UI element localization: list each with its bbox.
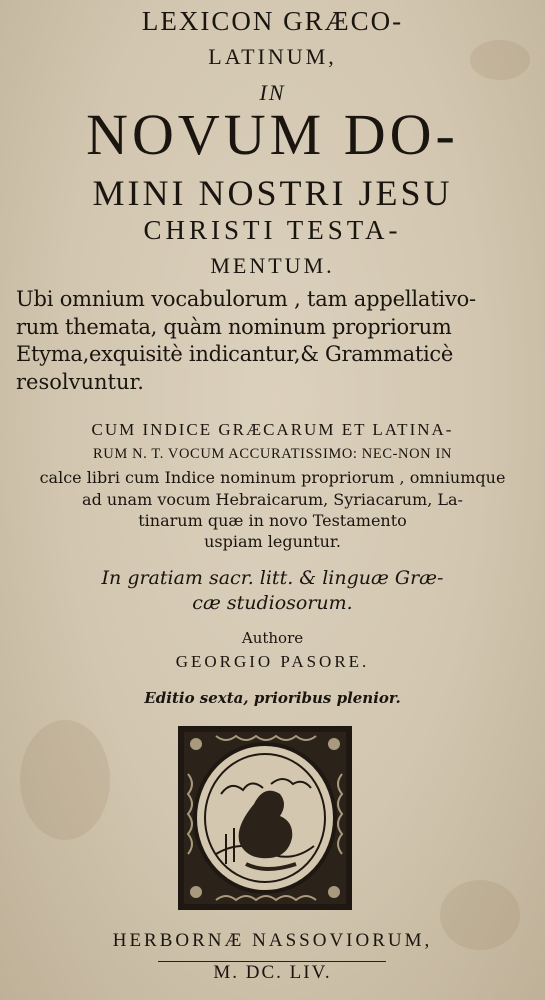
- index-line: tinarum quæ in novo Testamento: [138, 511, 407, 530]
- index-line: RUM N. T. VOCUM ACCURATISSIMO: NEC-NON IN: [93, 446, 452, 462]
- dedication-line: In gratiam sacr. litt. & linguæ Græ-: [101, 567, 444, 589]
- index-line: uspiam leguntur.: [204, 532, 341, 551]
- title-line-5: MINI NOSTRI JESU: [92, 173, 453, 213]
- index-line: CUM INDICE GRÆCARUM ET LATINA-: [91, 420, 454, 439]
- title-line-7: MENTUM.: [210, 253, 335, 278]
- description-line: resolvuntur.: [16, 370, 144, 394]
- title-line-1: LEXICON GRÆCO-: [141, 6, 404, 36]
- title-line-4: NOVUM DO-: [86, 102, 459, 167]
- edition-statement: Editio sexta, prioribus plenior.: [144, 689, 401, 707]
- title-line-6: CHRISTI TESTA-: [143, 215, 402, 245]
- author-name: GEORGIO PASORE.: [175, 652, 370, 671]
- index-line: calce libri cum Indice nominum propriorum , omniumque: [39, 468, 506, 487]
- dedication-line: cæ studiosorum.: [192, 592, 353, 614]
- description-line: Ubi omnium vocabulorum , tam appellativo-: [16, 287, 476, 311]
- title-line-3: IN: [259, 80, 286, 105]
- imprint-place: HERBORNÆ NASSOVIORUM,: [112, 930, 433, 951]
- printers-device-woodcut-icon: [176, 724, 354, 912]
- author-label: Authore: [241, 629, 304, 647]
- title-line-2: LATINUM,: [208, 44, 337, 69]
- paper-stain: [20, 720, 110, 840]
- description-line: rum themata, quàm nominum propriorum: [16, 315, 452, 339]
- imprint-year: M. DC. LIV.: [213, 962, 332, 983]
- index-line: ad unam vocum Hebraicarum, Syriacarum, La-: [82, 490, 463, 509]
- description-line: Etyma,exquisitè indicantur,& Grammaticè: [16, 342, 454, 366]
